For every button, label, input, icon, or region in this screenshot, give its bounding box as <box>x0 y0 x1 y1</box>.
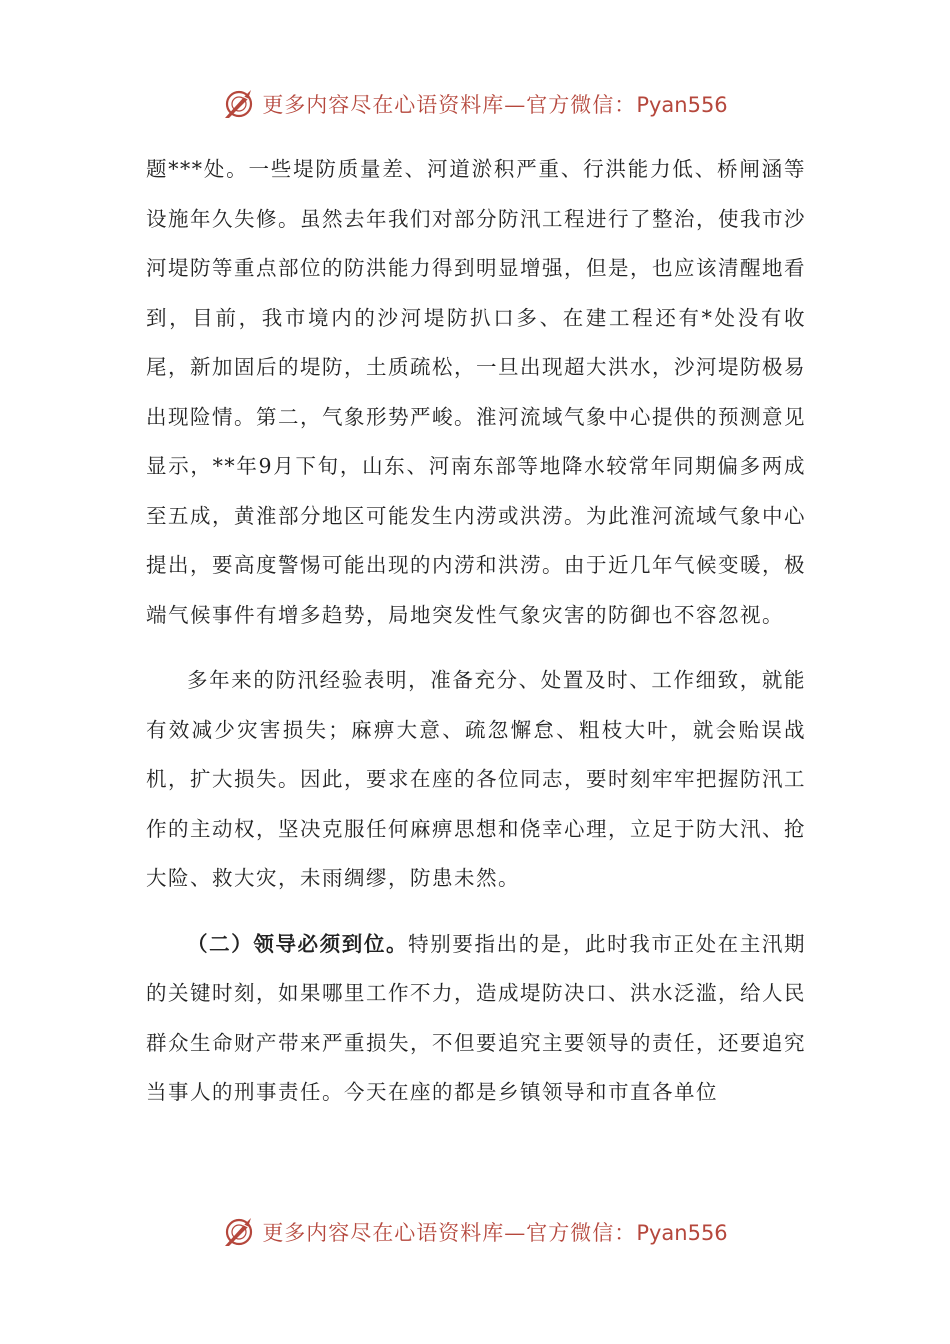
footer-banner-text: 更多内容尽在心语资料库—官方微信：Pyan556 <box>262 1221 728 1245</box>
paragraph-1: 题***处。一些堤防质量差、河道淤积严重、行洪能力低、桥闸涵等设施年久失修。虽然去年我们对部分防汛工程进行了整治，使我市沙河堤防等重点部位的防洪能力得到明显增强，但是，也应该清醒地看到，目前，我市境内的沙河堤防扒口多、在建工程还有*处没有收尾，新加固后的堤防，土质疏松，一旦出现超大洪水，沙河堤防极易出现险情。第二，气象形势严峻。淮河流域气象中心提供的预测意见显示，**年9月下旬，山东、河南东部等地降水较常年同期偏多两成至五成，黄淮部分地区可能发生内涝或洪涝。为此淮河流域气象中心提出，要高度警惕可能出现的内涝和洪涝。由于近几年气候变暖，极端气候事件有增多趋势，局地突发性气象灾害的防御也不容忽视。 <box>146 157 806 627</box>
header-wechat-id: Pyan556 <box>636 93 728 117</box>
footer-wechat-id: Pyan556 <box>636 1221 728 1245</box>
section-heading-leaders: （二）领导必须到位。 <box>187 931 409 956</box>
paragraph-3 <box>146 920 806 1118</box>
footer-watermark-banner <box>0 1210 950 1254</box>
document-body <box>146 145 806 1118</box>
quill-pen-seal-icon <box>222 1215 256 1249</box>
paragraph-2: 多年来的防汛经验表明，准备充分、处置及时、工作细致，就能有效减少灾害损失；麻痹大意、疏忽懈怠、粗枝大叶，就会贻误战机，扩大损失。因此，要求在座的各位同志，要时刻牢牢把握防汛工作的主动权，坚决克服任何麻痹思想和侥幸心理，立足于防大汛、抢大险、救大灾，未雨绸缪，防患未然。 <box>146 668 806 890</box>
header-banner-text: 更多内容尽在心语资料库—官方微信：Pyan556 <box>262 93 728 117</box>
paragraph-3-text: 特别要指出的是，此时我市正处在主汛期的关键时刻，如果哪里工作不力，造成堤防决口、洪水泛滥，给人民群众生命财产带来严重损失，不但要追究主要领导的责任，还要追究当事人的刑事责任。今天在座的都是乡镇领导和市直各单位 <box>146 931 807 1104</box>
quill-pen-seal-icon <box>222 87 256 121</box>
header-watermark-banner <box>0 82 950 126</box>
